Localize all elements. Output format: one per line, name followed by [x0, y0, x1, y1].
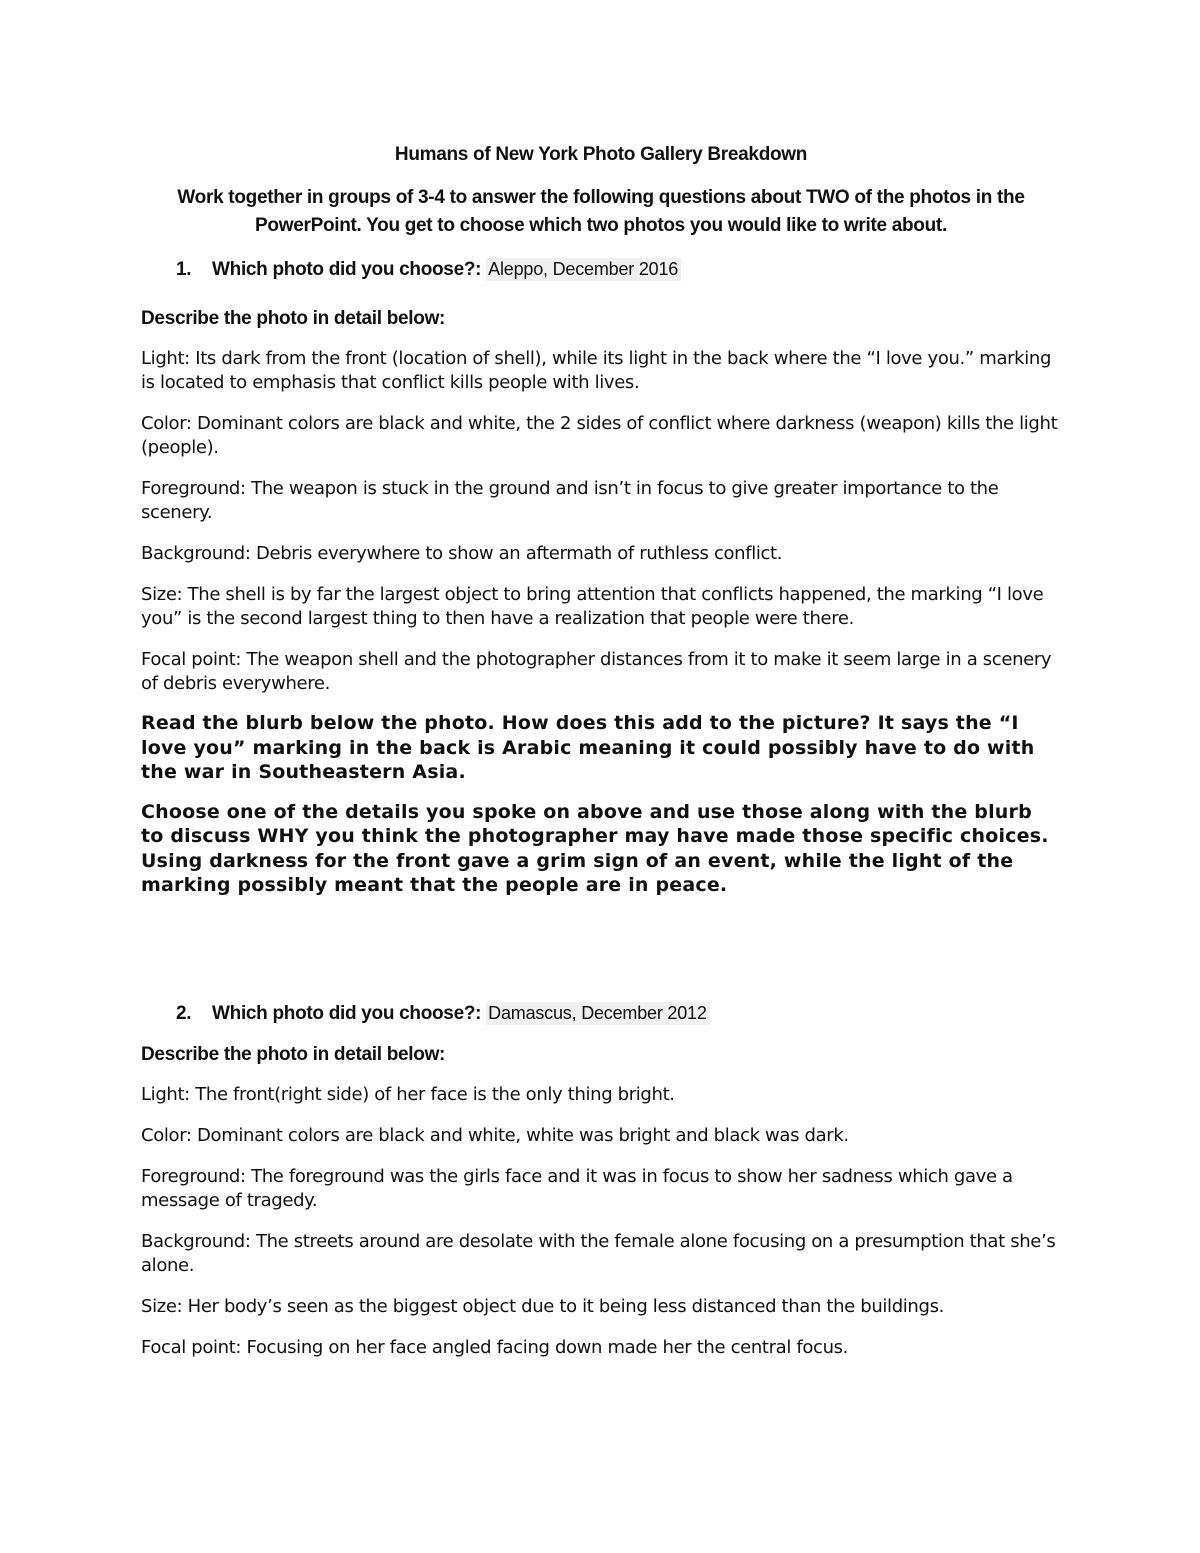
blurb-1: Read the blurb below the photo. How does this add to the picture? It says the “I love you” marking in the back is Arabic meaning it could possibly have to do with the war in Southeastern Asia.: [141, 712, 1035, 783]
instructions-text: Work together in groups of 3-4 to answer the following questions about TWO of the photos in the PowerPoint. You get to choose which two photos you would like to write about.: [177, 187, 1025, 236]
size-2: Size: Her body’s seen as the biggest object due to it being less distanced than the buildings.: [141, 1295, 944, 1317]
focal-point-2: Focal point: Focusing on her face angled facing down made her the central focus.: [141, 1336, 849, 1358]
color-2: Color: Dominant colors are black and white, white was bright and black was dark.: [141, 1124, 849, 1146]
color-1: Color: Dominant colors are black and white, the 2 sides of conflict where darkness (weapon) kills the light (people).: [141, 413, 1058, 458]
question-2-label: Which photo did you choose?:: [212, 1002, 482, 1024]
light-2: Light: The front(right side) of her face is the only thing bright.: [141, 1083, 675, 1105]
size-1: Size: The shell is by far the largest object to bring attention that conflicts happened, the marking “I love you” is the second largest thing to then have a realization that people were there.: [141, 584, 1044, 629]
foreground-2: Foreground: The foreground was the girls face and it was in focus to show her sadness which gave a message of tragedy.: [141, 1165, 1013, 1211]
document-body: [141, 140, 1061, 1360]
question-2: [141, 1003, 1061, 1025]
background-1: Background: Debris everywhere to show an aftermath of ruthless conflict.: [141, 543, 783, 564]
describe-heading-2: Describe the photo in detail below:: [141, 1043, 446, 1065]
question-2-answer: Damascus, December 2012: [486, 1002, 710, 1025]
focal-point-1: Focal point: The weapon shell and the photographer distances from it to make it seem large in a scenery of debris everywhere.: [141, 649, 1052, 694]
question-1-answer: Aleppo, December 2016: [486, 258, 681, 281]
question-2-number: 2.: [176, 1002, 192, 1024]
question-1-number: 1.: [176, 259, 192, 280]
light-1: Light: Its dark from the front (location of shell), while its light in the back where the “I love you.” marking is located to emphasis that conflict kills people with lives.: [141, 348, 1052, 393]
why-1: Choose one of the details you spoke on above and use those along with the blurb to discuss WHY you think the photographer may have made those specific choices. Using darkness for the front gave a grim sign of an event, while the light of the marking possibly meant that the people are in peace.: [141, 800, 1049, 896]
describe-heading-1: Describe the photo in detail below:: [141, 308, 446, 329]
question-1: [141, 259, 1061, 281]
foreground-1: Foreground: The weapon is stuck in the ground and isn’t in focus to give greater importance to the scenery.: [141, 478, 999, 523]
background-2: Background: The streets around are desolate with the female alone focusing on a presumption that she’s alone.: [141, 1230, 1056, 1276]
document-title: Humans of New York Photo Gallery Breakdown: [394, 144, 808, 165]
question-1-label: Which photo did you choose?:: [212, 259, 482, 280]
